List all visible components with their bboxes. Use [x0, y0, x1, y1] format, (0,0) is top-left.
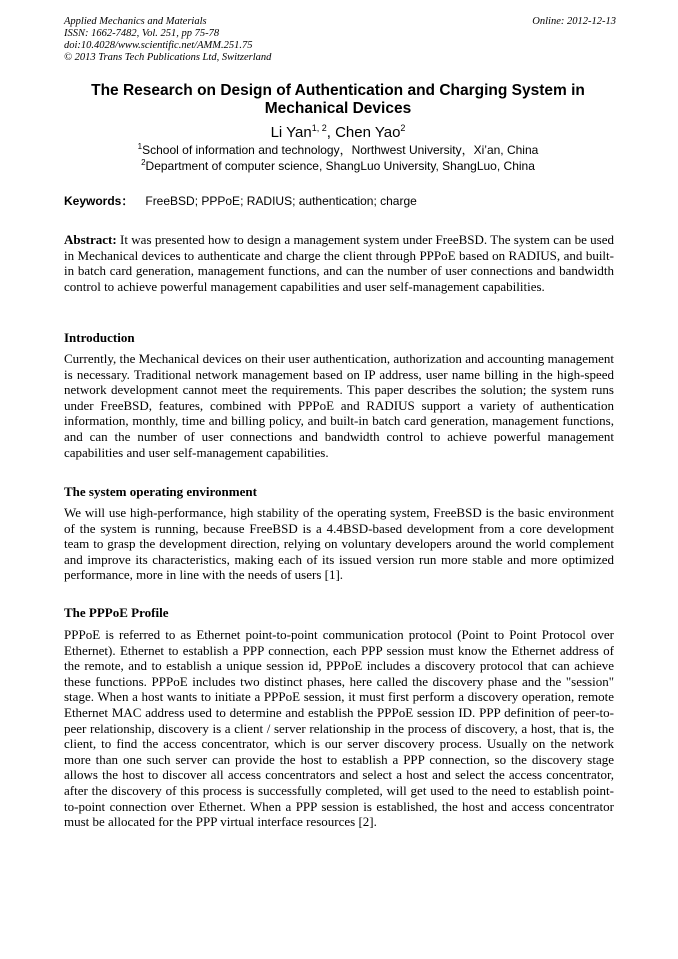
author-separator: ,: [326, 124, 336, 141]
journal-name: Applied Mechanics and Materials: [64, 16, 207, 27]
abstract-label: Abstract:: [64, 232, 117, 247]
abstract: [64, 232, 614, 294]
doi-line: doi:10.4028/www.scientific.net/AMM.251.75: [64, 40, 253, 51]
author-affiliation-mark: 2: [400, 123, 406, 133]
section-heading-environment: The system operating environment: [64, 484, 257, 499]
affiliation-mark: 1: [137, 142, 143, 151]
affiliation-2: [64, 159, 612, 174]
author-line: [64, 124, 612, 142]
affiliation-text: Department of computer science, ShangLuo University, ShangLuo, China: [145, 159, 535, 173]
paper-title: The Research on Design of Authentication and Charging System in Mechanical Devices: [91, 82, 585, 117]
abstract-text: It was presented how to design a management system under FreeBSD. The system can be used in Mechanical devices to authenticate and charge the client through PPPoE based on RADIUS, and built-in batch card generation, management functions, and can the number of user connections and bandwidth control to achieve powerful management capabilities and user self-management capabilities.: [64, 232, 614, 294]
author-name: Chen Yao: [335, 124, 401, 141]
affiliation-mark: 2: [141, 158, 146, 167]
section-body-introduction: Currently, the Mechanical devices on their user authentication, authorization and accounting management is necessary. Traditional network management based on IP address, user name billing in the high-speed network development cannot meet the requirements. This paper describes the solution; the system runs under FreeBSD, features, combined with PPPoE and RADIUS support a variety of authentication information, monthly, time and billing policy, and built-in batch card generation, management functions, and can the number of user connections and bandwidth control to achieve powerful management capabilities and user self-management capabilities.: [64, 351, 614, 460]
author-name: Li Yan: [270, 124, 312, 141]
online-date: Online: 2012-12-13: [532, 16, 616, 27]
section-heading-introduction: Introduction: [64, 330, 135, 345]
keywords: [64, 194, 616, 209]
affiliation-1: [64, 143, 612, 158]
journal-header: [64, 16, 616, 64]
issn-line: ISSN: 1662-7482, Vol. 251, pp 75-78: [64, 28, 220, 39]
section-body-pppoe: PPPoE is referred to as Ethernet point-to-point communication protocol (Point to Point Protocol over Ethernet). Ethernet to establish a PPP connection, each PPP session must know the Ethernet address of the remote, and to establish a unique session id, PPPoE includes a discovery protocol that can achieve these functions. PPPoE includes two distinct phases, here called the discovery phase and the "session" stage. When a host wants to initiate a PPPoE session, it must first perform a discovery operation, remote Ethernet MAC address used to determine and establish the PPPoE session ID. PPP definition of peer-to-peer relationship, discovery is a client / server relationship in the process of discovery, a host, that is, the client, to find the access concentrator, which is our server discovery process. Usually on the network more than one such server can provide the host to establish a PPP connection, so the discovery stage allows the host to discover all access concentrators and select a host and select the access concentrator, after the discovery of this process is successfully completed, will get used to the need to establish point-to-point connection over Ethernet. When a PPP session is established, the host and access concentrator must be allocated for the PPP virtual interface resources [2].: [64, 627, 614, 830]
affiliation-text: School of information and technology，Northwest University，Xi’an, China: [142, 143, 539, 157]
keywords-label: Keywords：: [64, 194, 134, 208]
section-body-environment: We will use high-performance, high stability of the operating system, FreeBSD is the basic environment of the system is running, because FreeBSD is a 4.4BSD-based development from a core development team to grasp the development direction, relying on voluntary developers around the world complement and improve its characteristics, making each of its issued version run more stable and more optimized performance, more in line with the needs of users [1].: [64, 505, 614, 583]
author-affiliation-mark: 1, 2: [311, 123, 327, 133]
section-heading-pppoe: The PPPoE Profile: [64, 605, 169, 620]
keywords-text: FreeBSD; PPPoE; RADIUS; authentication; charge: [145, 194, 417, 208]
copyright-line: © 2013 Trans Tech Publications Ltd, Switzerland: [64, 52, 272, 63]
